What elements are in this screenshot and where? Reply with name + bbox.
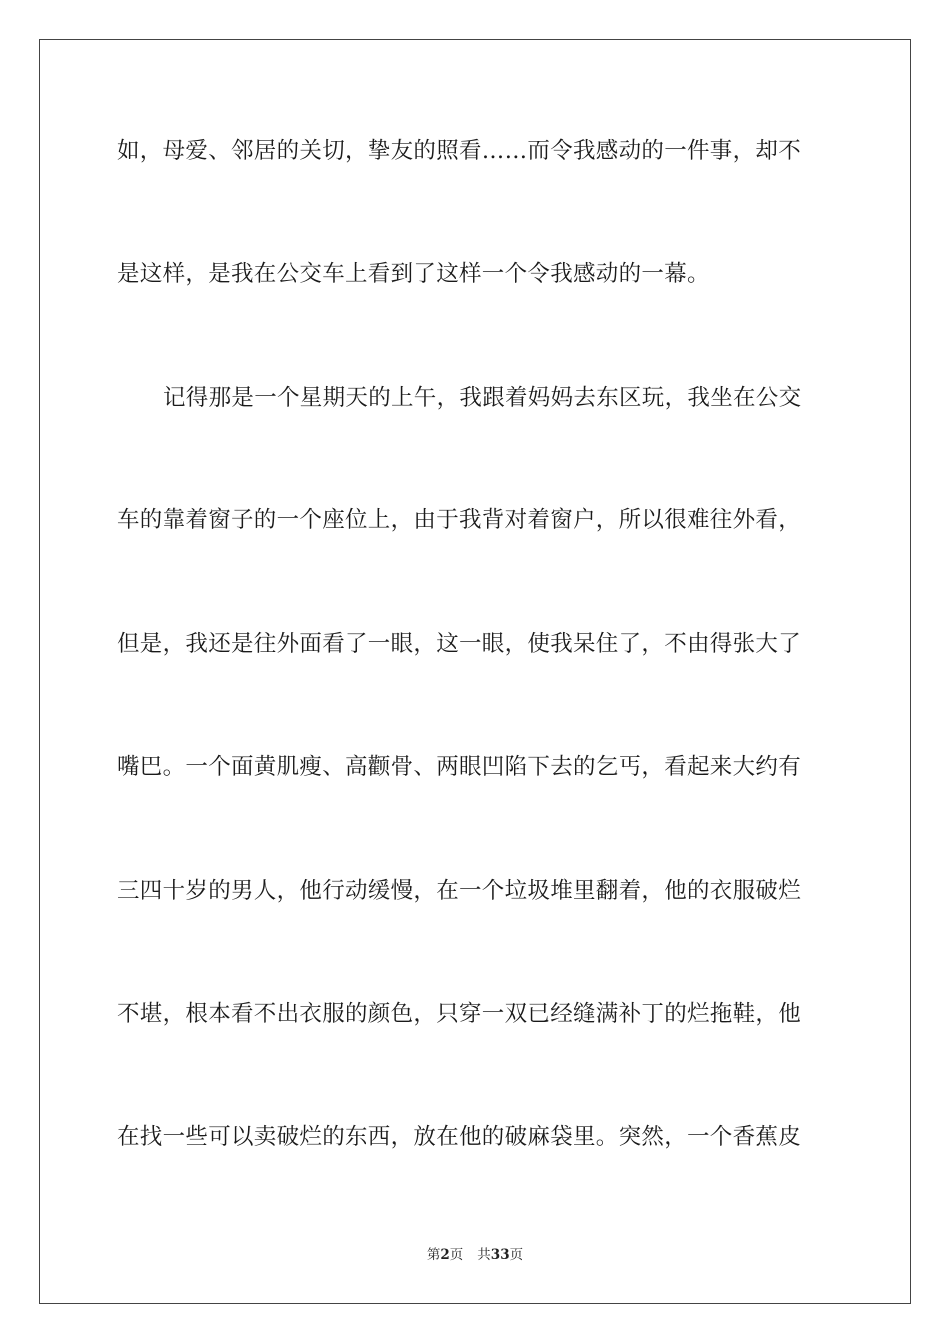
body-text-line: 不堪，根本看不出衣服的颜色，只穿一双已经缝满补丁的烂拖鞋，他: [117, 1001, 802, 1027]
body-text-line: 嘴巴。一个面黄肌瘦、高颧骨、两眼凹陷下去的乞丐，看起来大约有: [117, 754, 802, 780]
total-pages: 33: [490, 1247, 510, 1263]
page-prefix: 第: [426, 1247, 441, 1263]
body-text-line: 如，母爱、邻居的关切，挚友的照看……而令我感动的一件事，却不: [117, 138, 802, 164]
page-number: 2: [440, 1247, 450, 1263]
body-text-line: 车的靠着窗子的一个座位上，由于我背对着窗户，所以很难往外看，: [117, 507, 802, 533]
body-text-line: 但是，我还是往外面看了一眼，这一眼，使我呆住了，不由得张大了: [117, 631, 802, 657]
total-prefix: 共: [477, 1247, 491, 1263]
page-suffix: 页: [449, 1247, 464, 1263]
body-text-line: 三四十岁的男人，他行动缓慢，在一个垃圾堆里翻着，他的衣服破烂: [117, 878, 802, 904]
total-suffix: 页: [509, 1247, 524, 1263]
body-text-line: 记得那是一个星期天的上午，我跟着妈妈去东区玩，我坐在公交: [163, 385, 802, 411]
page-border: [39, 39, 911, 1304]
page-footer: [0, 1246, 950, 1264]
body-text-line: 是这样，是我在公交车上看到了这样一个令我感动的一幕。: [117, 261, 710, 287]
body-text-line: 在找一些可以卖破烂的东西，放在他的破麻袋里。突然，一个香蕉皮: [117, 1124, 802, 1150]
